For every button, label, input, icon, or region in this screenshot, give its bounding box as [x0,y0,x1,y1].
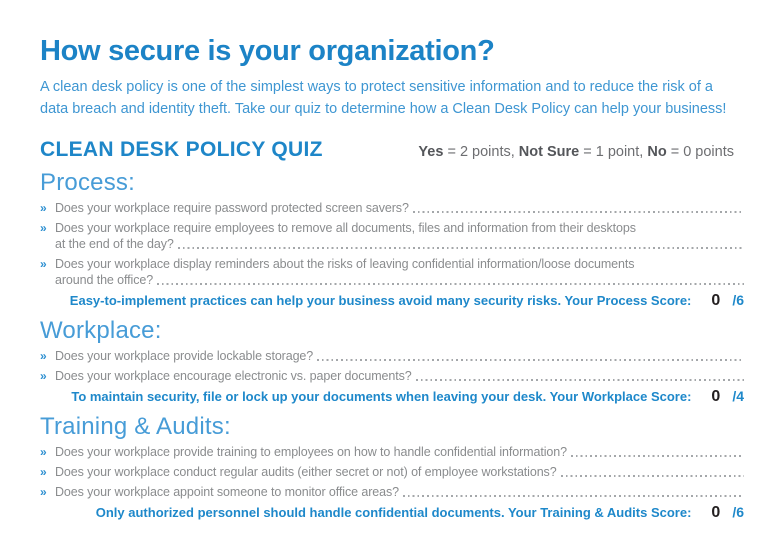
dotted-leader [178,247,744,249]
question-line [40,220,744,236]
quiz-section-process [40,170,744,310]
question-item [40,368,744,384]
question-item [40,444,744,460]
question-item [40,484,744,500]
question-text: Does your workplace require password protected screen savers? [55,201,409,215]
question-text: at the end of the day? [55,237,174,251]
question-line [40,444,744,460]
score-max: /4 [732,388,744,404]
section-heading: Process: [40,169,135,196]
legend-text: = 2 points, [443,144,519,160]
question-line [40,256,744,272]
section-heading: Training & Audits: [40,413,231,440]
dotted-leader [403,495,744,497]
quiz-section-training-audits [40,414,744,522]
score-label: To maintain security, file or lock up your documents when leaving your desk. Your Workplace Score: [71,389,692,404]
question-line [40,368,744,384]
question-line [40,484,744,500]
scoring-legend [418,144,734,160]
intro-text: A clean desk policy is one of the simplest ways to protect sensitive information and to reduce the risk of a data breach and identity theft. Take our quiz to determine how a Clean Desk Policy can help your business! [40,79,727,117]
score-max: /6 [732,504,744,520]
score-value: 0 [711,388,721,405]
dotted-leader [317,359,744,361]
quiz-heading: CLEAN DESK POLICY QUIZ [40,138,323,161]
chevron-bullet-icon: » [40,349,47,363]
question-item [40,464,744,480]
quiz-sections [40,170,744,522]
score-value: 0 [711,504,721,521]
dotted-leader [561,475,744,477]
question-item [40,220,744,252]
section-heading: Workplace: [40,317,162,344]
chevron-bullet-icon: » [40,445,47,459]
question-text: around the office? [55,273,154,287]
score-label: Only authorized personnel should handle confidential documents. Your Training & Audits Score: [95,505,692,520]
quiz-section-workplace [40,318,744,406]
dotted-leader [157,283,744,285]
question-text: Does your workplace provide lockable storage? [55,349,314,363]
dotted-leader [571,455,744,457]
chevron-bullet-icon: » [40,221,47,235]
question-list [40,200,744,288]
score-label: Easy-to-implement practices can help your business avoid many security risks. Your Process Score: [69,293,692,308]
chevron-bullet-icon: » [40,465,47,479]
score-max: /6 [732,292,744,308]
legend-text: = 0 points [666,144,734,160]
chevron-bullet-icon: » [40,257,47,271]
chevron-bullet-icon: » [40,369,47,383]
dotted-leader [416,379,744,381]
page-title: How secure is your organization? [40,35,495,67]
chevron-bullet-icon: » [40,485,47,499]
question-text: Does your workplace display reminders about the risks of leaving confidential information/loose documents [55,257,635,271]
question-list [40,348,744,384]
question-text: Does your workplace provide training to employees on how to handle confidential information? [55,445,567,459]
score-value: 0 [711,292,721,309]
question-text: Does your workplace require employees to remove all documents, files and information from their desktops [55,221,636,235]
legend-term-not-sure: Not Sure [518,144,580,160]
section-score-row [40,292,744,310]
question-line [40,236,744,252]
question-item [40,256,744,288]
chevron-bullet-icon: » [40,201,47,215]
question-text: Does your workplace encourage electronic vs. paper documents? [55,369,412,383]
question-text: Does your workplace appoint someone to monitor office areas? [55,485,399,499]
question-item [40,200,744,216]
dotted-leader [413,211,744,213]
question-line [40,348,744,364]
legend-term-yes: Yes [418,144,444,160]
section-score-row [40,388,744,406]
question-item [40,348,744,364]
question-line [40,272,744,288]
quiz-header [40,138,744,162]
question-line [40,200,744,216]
question-list [40,444,744,500]
legend-term-no: No [647,144,667,160]
question-line [40,464,744,480]
legend-text: = 1 point, [579,144,648,160]
question-text: Does your workplace conduct regular audits (either secret or not) of employee workstations? [55,465,557,479]
section-score-row [40,504,744,522]
